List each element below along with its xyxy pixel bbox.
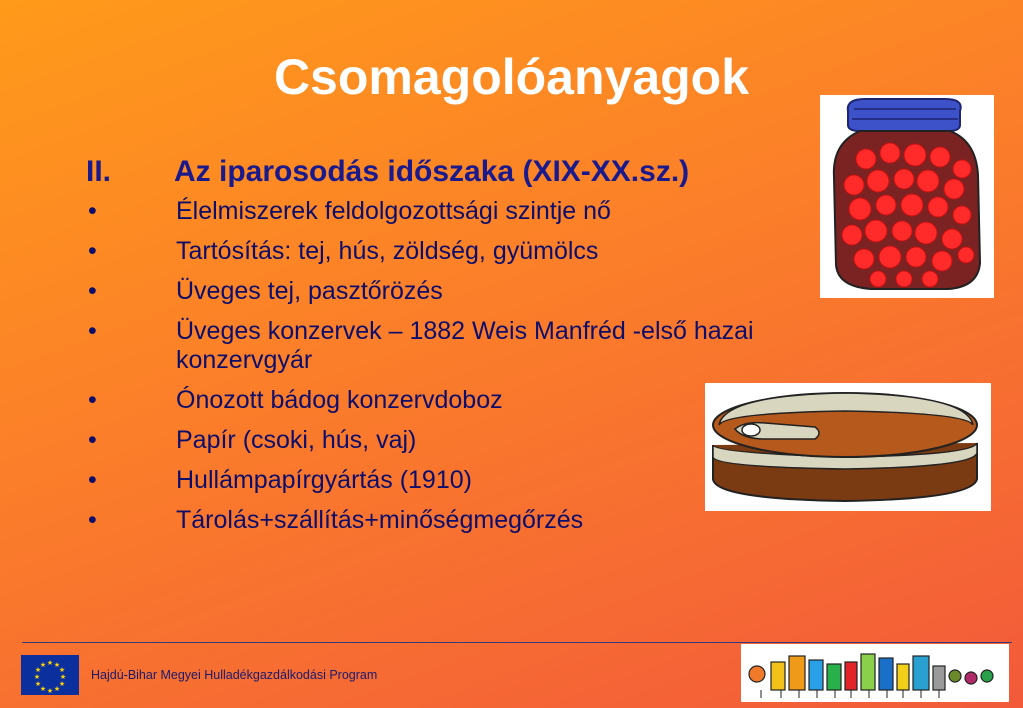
jar-of-fruit-illustration bbox=[820, 95, 994, 298]
svg-text:★: ★ bbox=[39, 661, 47, 669]
bullet-marker: • bbox=[88, 277, 97, 305]
section-heading bbox=[86, 155, 826, 189]
bullet-item bbox=[86, 197, 826, 226]
svg-text:★: ★ bbox=[34, 666, 42, 674]
section-marker: II. bbox=[86, 155, 112, 188]
bullet-marker: • bbox=[88, 426, 97, 454]
footer-program-name: Hajdú-Bihar Megyei Hulladékgazdálkodási Program bbox=[91, 668, 378, 682]
bullet-text: Élelmiszerek feldolgozottsági szintje nő bbox=[176, 197, 611, 225]
can-image bbox=[705, 383, 991, 511]
footer-divider bbox=[22, 642, 1012, 643]
bullet-marker: • bbox=[88, 197, 97, 225]
bullet-item bbox=[86, 317, 826, 375]
bullet-text: Papír (csoki, hús, vaj) bbox=[176, 426, 417, 454]
tin-can-illustration bbox=[705, 383, 991, 511]
bullet-text: Hullámpapírgyártás (1910) bbox=[176, 466, 472, 494]
svg-text:★: ★ bbox=[53, 685, 61, 693]
svg-text:★: ★ bbox=[46, 687, 54, 695]
bullet-item bbox=[86, 277, 826, 306]
program-logo bbox=[741, 644, 1009, 702]
svg-text:★: ★ bbox=[34, 680, 42, 688]
bullet-text: Tartósítás: tej, hús, zöldség, gyümölcs bbox=[176, 237, 599, 265]
bullet-text: Üveges konzervek – 1882 Weis Manfréd -első hazai konzervgyár bbox=[176, 317, 754, 374]
svg-text:★: ★ bbox=[33, 673, 41, 681]
bullet-marker: • bbox=[88, 237, 97, 265]
eu-flag-stars bbox=[21, 655, 79, 695]
svg-text:★: ★ bbox=[53, 661, 61, 669]
bullet-marker: • bbox=[88, 317, 97, 345]
jar-image bbox=[820, 95, 994, 298]
slide-title: Csomagolóanyagok bbox=[273, 49, 750, 105]
eu-flag-icon bbox=[21, 655, 79, 695]
bullet-text: Tárolás+szállítás+minőségmegőrzés bbox=[176, 506, 584, 534]
recycled-packaging-figures-logo bbox=[741, 644, 1009, 702]
svg-text:★: ★ bbox=[58, 666, 66, 674]
bullet-marker: • bbox=[88, 466, 97, 494]
section-heading-text: Az iparosodás időszaka (XIX-XX.sz.) bbox=[174, 155, 690, 188]
bullet-marker: • bbox=[88, 386, 97, 414]
svg-text:★: ★ bbox=[59, 673, 67, 681]
svg-text:★: ★ bbox=[46, 659, 54, 667]
bullet-marker: • bbox=[88, 506, 97, 534]
svg-text:★: ★ bbox=[58, 680, 66, 688]
bullet-item bbox=[86, 237, 826, 266]
svg-text:★: ★ bbox=[39, 685, 47, 693]
bullet-text: Üveges tej, pasztőrözés bbox=[176, 277, 443, 305]
bullet-text: Ónozott bádog konzervdoboz bbox=[176, 386, 503, 414]
